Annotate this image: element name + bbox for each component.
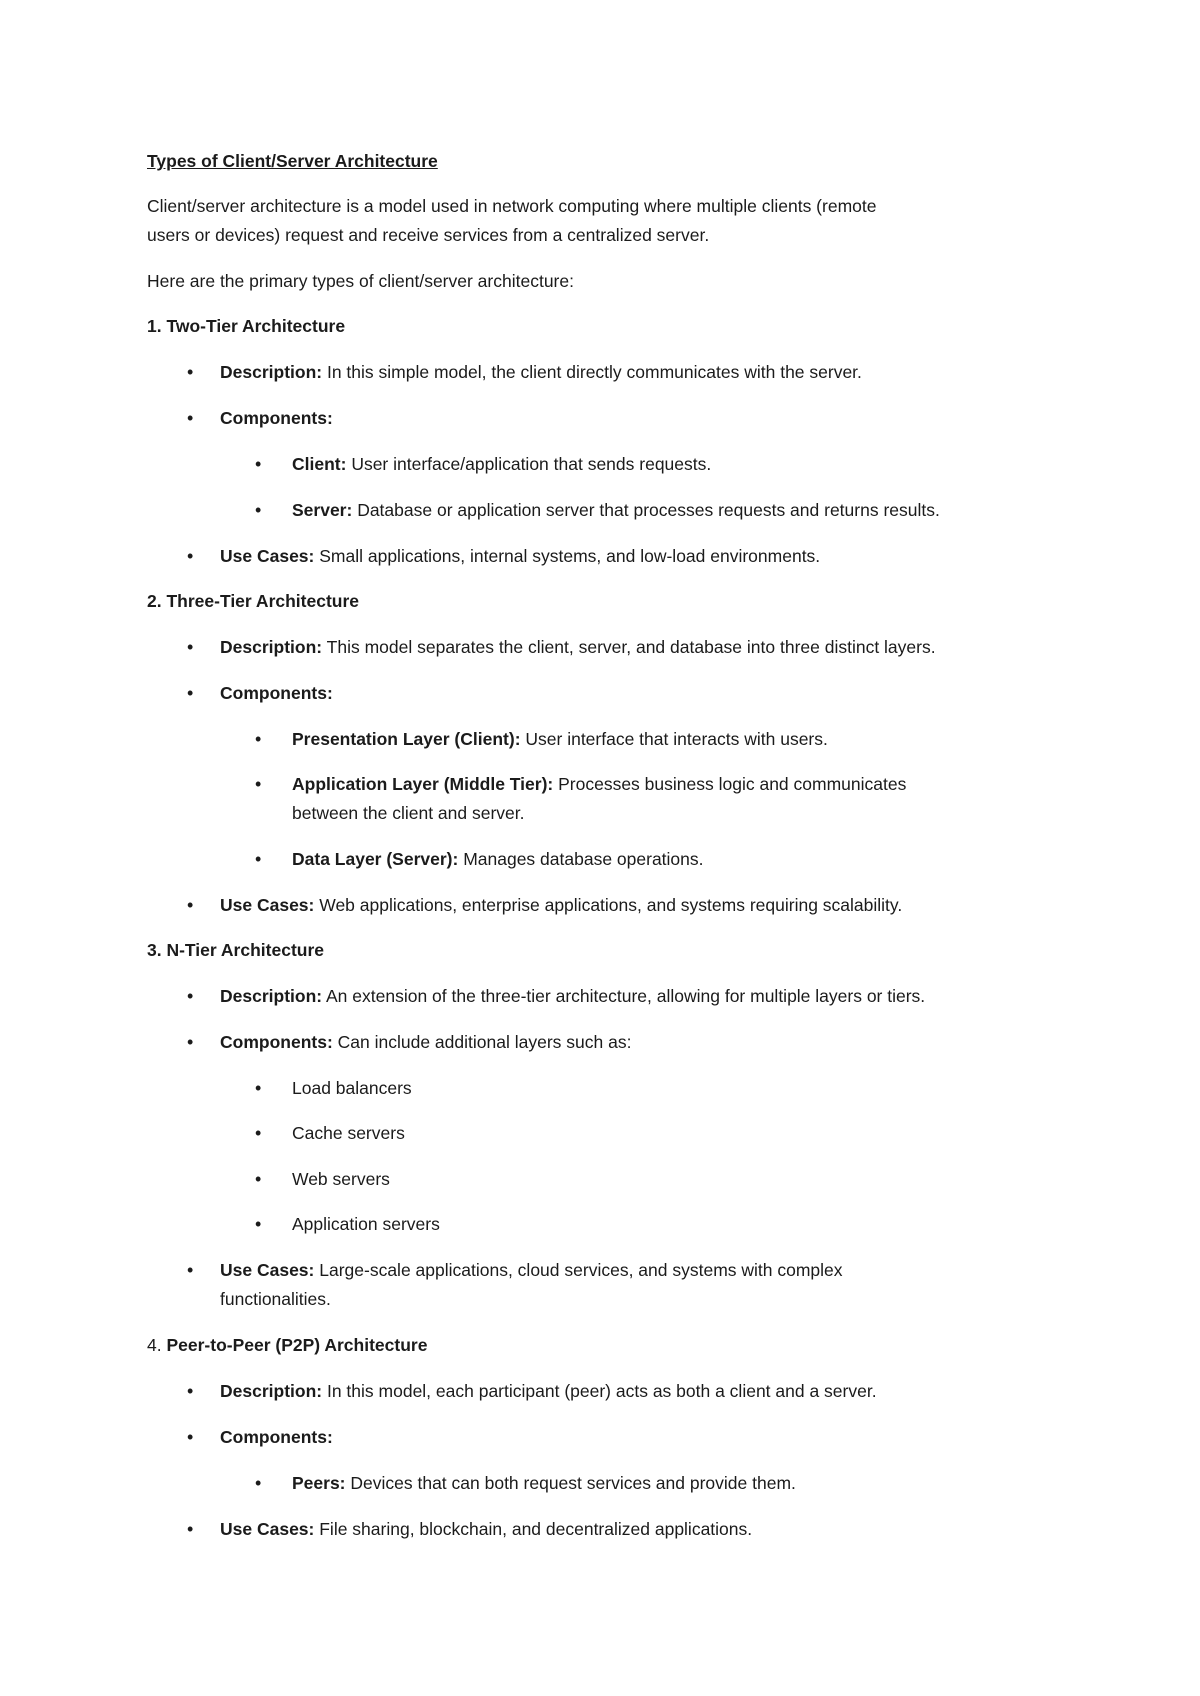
sub-item-text: Manages database operations. — [458, 849, 704, 869]
use-cases-continuation: functionalities. — [220, 1289, 331, 1309]
bullet-icon: • — [255, 1078, 262, 1098]
list-item-description — [220, 984, 925, 1008]
bullet-icon: • — [187, 986, 194, 1006]
use-cases-label: Use Cases: — [220, 895, 315, 915]
section-heading-p2p — [147, 1333, 427, 1357]
bullet-icon: • — [187, 1381, 194, 1401]
list-item-use-cases — [220, 893, 902, 917]
sub-item-text: Database or application server that processes requests and returns results. — [352, 500, 940, 520]
list-item-use-cases — [220, 1517, 752, 1541]
bullet-icon: • — [187, 1427, 194, 1447]
description-label: Description: — [220, 637, 323, 657]
description-label: Description: — [220, 362, 323, 382]
components-label: Components: — [220, 683, 333, 703]
description-text: In this model, each participant (peer) acts as both a client and a server. — [322, 1381, 877, 1401]
sub-list-item: Application servers — [292, 1214, 440, 1234]
bullet-icon: • — [255, 454, 262, 474]
description-label: Description: — [220, 1381, 323, 1401]
use-cases-text: File sharing, blockchain, and decentralized applications. — [314, 1519, 753, 1539]
components-label: Components: — [220, 1427, 333, 1447]
list-item-description — [220, 635, 936, 659]
section-heading-three-tier: 2. Three-Tier Architecture — [147, 591, 360, 611]
intro-paragraph-line-1: Client/server architecture is a model used in network computing where multiple clients (remote — [147, 196, 877, 216]
sub-item-label: Application Layer (Middle Tier): — [292, 774, 554, 794]
sub-item-text: Processes business logic and communicates — [553, 774, 907, 794]
bullet-icon: • — [187, 683, 194, 703]
section-heading-n-tier: 3. N-Tier Architecture — [147, 940, 324, 960]
section-number: 4. — [147, 1335, 167, 1355]
bullet-icon: • — [187, 1032, 194, 1052]
bullet-icon: • — [255, 774, 262, 794]
list-item-use-cases — [220, 1258, 843, 1282]
bullet-icon: • — [255, 500, 262, 520]
sub-list-item — [292, 772, 906, 796]
description-text: In this simple model, the client directly communicates with the server. — [322, 362, 862, 382]
bullet-icon: • — [255, 849, 262, 869]
sub-list-item: Web servers — [292, 1169, 390, 1189]
sub-list-item — [292, 847, 704, 871]
sub-list-item — [292, 1471, 796, 1495]
bullet-icon: • — [187, 1260, 194, 1280]
sub-item-label: Presentation Layer (Client): — [292, 729, 521, 749]
sub-item-text: User interface that interacts with users. — [520, 729, 828, 749]
use-cases-text: Small applications, internal systems, and low-load environments. — [314, 546, 821, 566]
bullet-icon: • — [187, 362, 194, 382]
list-item-use-cases — [220, 544, 820, 568]
sub-list-item — [292, 498, 940, 522]
bullet-icon: • — [255, 1169, 262, 1189]
description-text: This model separates the client, server, and database into three distinct layers. — [322, 637, 936, 657]
sub-item-text: Devices that can both request services and provide them. — [345, 1473, 796, 1493]
list-item-description — [220, 1379, 877, 1403]
sub-list-item-continuation: between the client and server. — [292, 803, 525, 823]
document-title: Types of Client/Server Architecture — [147, 151, 438, 171]
use-cases-label: Use Cases: — [220, 1260, 315, 1280]
use-cases-label: Use Cases: — [220, 1519, 315, 1539]
sub-list-item: Cache servers — [292, 1123, 405, 1143]
bullet-icon: • — [255, 729, 262, 749]
components-label: Components: — [220, 1032, 333, 1052]
components-label: Components: — [220, 408, 333, 428]
list-item-components — [220, 406, 333, 430]
intro-paragraph-line-2: users or devices) request and receive services from a centralized server. — [147, 225, 710, 245]
list-item-components — [220, 1425, 333, 1449]
bullet-icon: • — [187, 637, 194, 657]
components-text: Can include additional layers such as: — [332, 1032, 632, 1052]
sub-item-text: User interface/application that sends requests. — [346, 454, 712, 474]
list-item-description — [220, 360, 862, 384]
bullet-icon: • — [187, 408, 194, 428]
sub-list-item — [292, 452, 711, 476]
use-cases-text: Web applications, enterprise applications, and systems requiring scalability. — [314, 895, 903, 915]
sub-item-label: Server: — [292, 500, 353, 520]
bullet-icon: • — [187, 1519, 194, 1539]
list-item-components — [220, 681, 333, 705]
bullet-icon: • — [187, 895, 194, 915]
sub-list-item: Load balancers — [292, 1078, 412, 1098]
section-heading-text: Peer-to-Peer (P2P) Architecture — [166, 1335, 428, 1355]
bullet-icon: • — [187, 546, 194, 566]
lead-sentence: Here are the primary types of client/server architecture: — [147, 271, 574, 291]
sub-item-label: Peers: — [292, 1473, 346, 1493]
bullet-icon: • — [255, 1123, 262, 1143]
use-cases-label: Use Cases: — [220, 546, 315, 566]
sub-list-item — [292, 727, 828, 751]
sub-item-label: Client: — [292, 454, 347, 474]
section-heading-two-tier: 1. Two-Tier Architecture — [147, 316, 346, 336]
bullet-icon: • — [255, 1473, 262, 1493]
description-text: An extension of the three-tier architecture, allowing for multiple layers or tiers. — [322, 986, 926, 1006]
description-label: Description: — [220, 986, 323, 1006]
sub-item-label: Data Layer (Server): — [292, 849, 459, 869]
list-item-components — [220, 1030, 631, 1054]
use-cases-text: Large-scale applications, cloud services, and systems with complex — [314, 1260, 843, 1280]
bullet-icon: • — [255, 1214, 262, 1234]
